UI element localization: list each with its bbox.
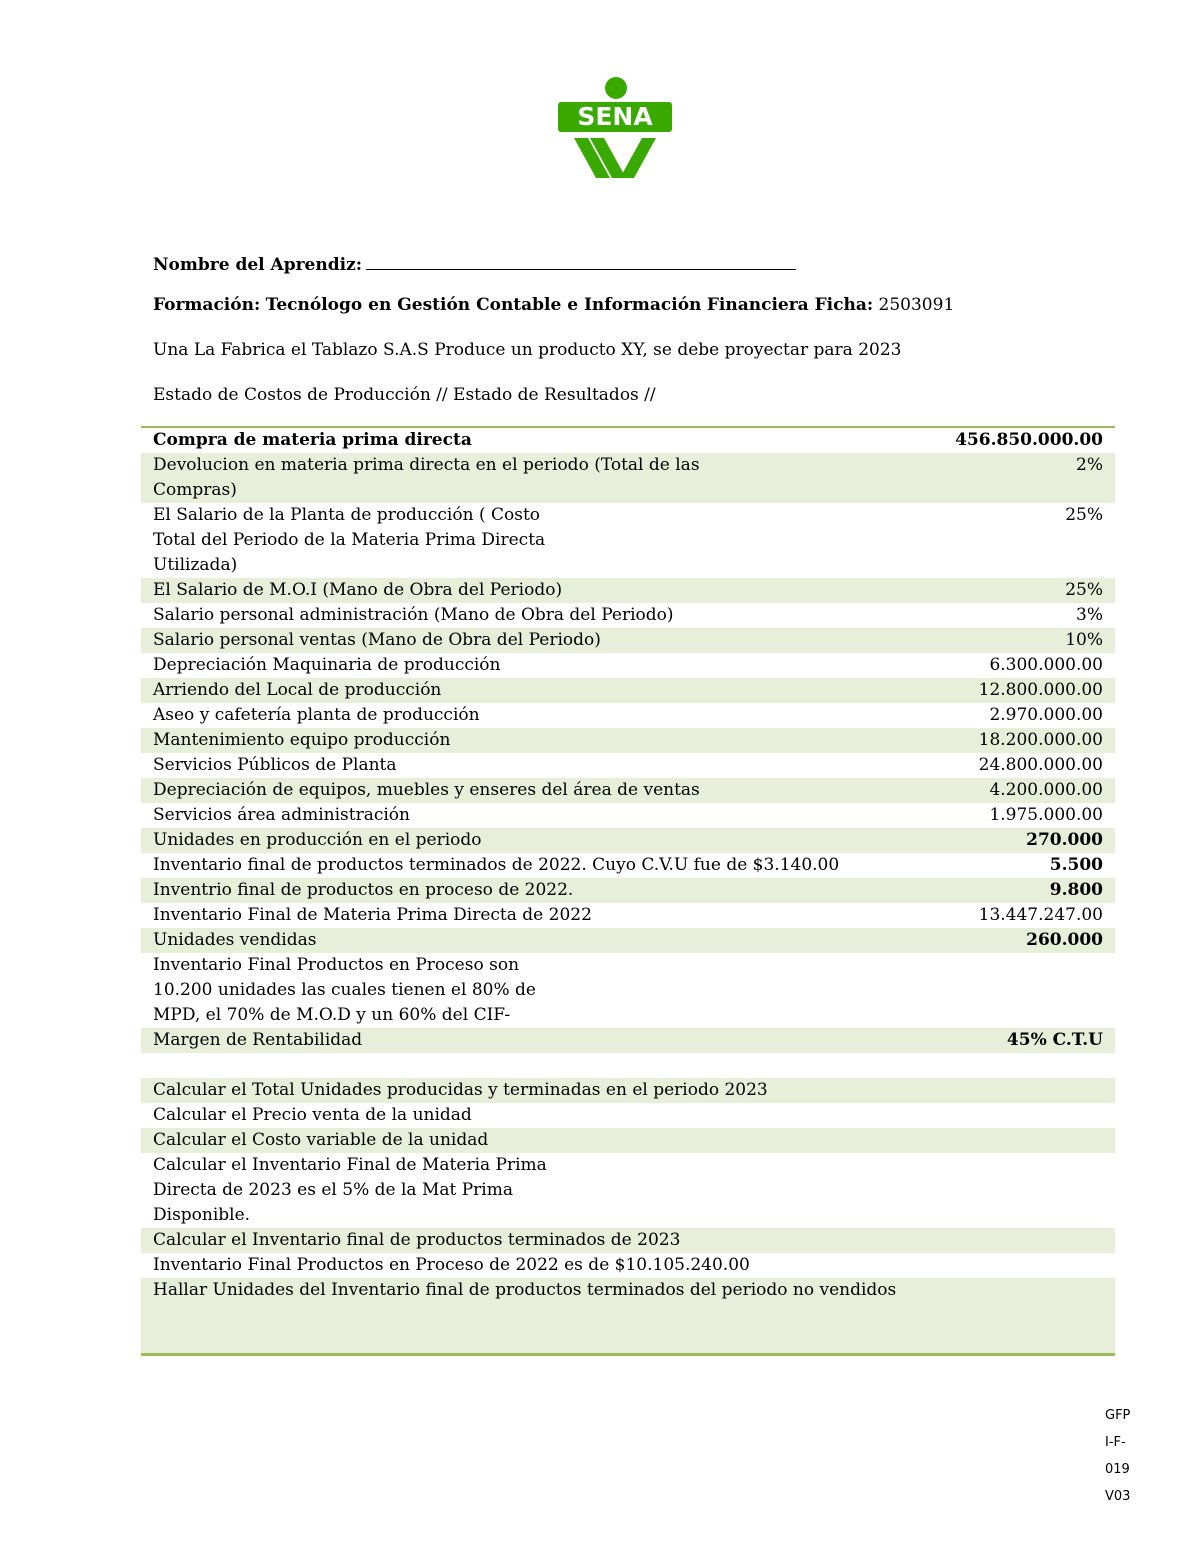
row-label: Calcular el Precio venta de la unidad [153, 1105, 472, 1125]
table-row [141, 1128, 1115, 1153]
row-label: Inventrio final de productos en proceso de 2022. [153, 880, 574, 900]
row-label: Hallar Unidades del Inventario final de productos terminados del periodo no vendidos [153, 1280, 897, 1300]
table-row [141, 1228, 1115, 1253]
row-label: Salario personal administración (Mano de Obra del Periodo) [153, 605, 674, 625]
formation-line [153, 295, 954, 315]
table-row [141, 678, 1115, 703]
row-label [141, 1303, 773, 1353]
row-value: 13.447.247.00 [978, 905, 1103, 925]
table-row [141, 753, 1115, 778]
row-label: Inventario Final Productos en Proceso son 10.200 unidades las cuales tienen el 80% de MPD, el 70% de M.O.D y un 60% del CIF- [153, 955, 536, 1025]
row-value: 260.000 [1026, 930, 1103, 950]
row-value: 6.300.000.00 [989, 655, 1103, 675]
row-label: El Salario de M.O.I (Mano de Obra del Periodo) [153, 580, 563, 600]
formation-value: Tecnólogo en Gestión Contable e Información [265, 295, 702, 315]
row-label: Devolucion en materia prima directa en el periodo (Total de las Compras) [153, 455, 700, 500]
table-row [141, 703, 1115, 728]
name-label: Nombre del Aprendiz: [153, 255, 363, 275]
intro-text: Una La Fabrica el Tablazo S.A.S Produce un producto XY, se debe proyectar para 2023 [153, 340, 902, 360]
row-value: 270.000 [1026, 830, 1103, 850]
footer-line: GFP [1105, 1408, 1131, 1423]
row-label: Inventario Final de Materia Prima Directa de 2022 [153, 905, 592, 925]
row-value: 12.800.000.00 [978, 680, 1103, 700]
logo-text: SENA [577, 102, 653, 131]
row-label: Servicios área administración [153, 805, 410, 825]
row-label: Margen de Rentabilidad [153, 1030, 363, 1050]
table-row [141, 953, 1115, 1028]
row-label: Unidades en producción en el periodo [153, 830, 482, 850]
footer-line: 019 [1105, 1462, 1130, 1477]
table-row [141, 1053, 1115, 1078]
table-row [141, 728, 1115, 753]
row-label: Inventario final de productos terminados de 2022. Cuyo C.V.U fue de $3.140.00 [153, 855, 840, 875]
table-row [141, 1278, 1115, 1303]
row-value: 10% [1065, 630, 1103, 650]
table-row [141, 628, 1115, 653]
row-value: 25% [1065, 505, 1103, 525]
sena-logo [556, 74, 674, 184]
footer-line: I-F- [1105, 1435, 1126, 1450]
row-label: Compra de materia prima directa [153, 430, 472, 450]
row-value: 3% [1076, 605, 1103, 625]
ficha-label: Financiera Ficha: [706, 295, 874, 315]
table-row [141, 1303, 1115, 1353]
row-label: Servicios Públicos de Planta [153, 755, 397, 775]
table-row [141, 828, 1115, 853]
row-label: Mantenimiento equipo producción [153, 730, 451, 750]
table-row [141, 653, 1115, 678]
table-row [141, 878, 1115, 903]
table-row [141, 428, 1115, 453]
data-table [141, 426, 1115, 1356]
table-row [141, 778, 1115, 803]
formation-label: Formación: [153, 295, 261, 315]
table-row [141, 1253, 1115, 1278]
table-row [141, 453, 1115, 503]
table-row [141, 803, 1115, 828]
row-label: Calcular el Inventario final de productos terminados de 2023 [153, 1230, 681, 1250]
row-value [773, 1303, 1115, 1353]
row-value: 2.970.000.00 [989, 705, 1103, 725]
row-label: Inventario Final Productos en Proceso de 2022 es de $10.105.240.00 [153, 1255, 750, 1275]
states-text: Estado de Costos de Producción // Estado de Resultados // [153, 385, 656, 405]
table-row [141, 1103, 1115, 1128]
row-value: 456.850.000.00 [955, 430, 1103, 450]
ficha-value: 2503091 [878, 295, 955, 315]
row-value [773, 1228, 1115, 1253]
row-value [773, 1128, 1115, 1153]
row-label: Calcular el Costo variable de la unidad [153, 1130, 489, 1150]
table-row [141, 1028, 1115, 1053]
row-label: Salario personal ventas (Mano de Obra del Periodo) [153, 630, 601, 650]
row-value [773, 953, 1115, 1028]
row-value [773, 1103, 1115, 1128]
row-value: 25% [1065, 580, 1103, 600]
row-value: 45% C.T.U [1006, 1030, 1103, 1050]
row-label: Calcular el Total Unidades producidas y terminadas en el periodo 2023 [153, 1080, 768, 1100]
footer-line: V03 [1105, 1489, 1131, 1504]
row-value [773, 1253, 1115, 1278]
row-value: 2% [1076, 455, 1103, 475]
row-value: 4.200.000.00 [989, 780, 1103, 800]
row-label [141, 1053, 773, 1078]
row-label: Aseo y cafetería planta de producción [153, 705, 480, 725]
table-row [141, 603, 1115, 628]
row-value: 18.200.000.00 [978, 730, 1103, 750]
document-code [1105, 1402, 1130, 1510]
name-line [153, 253, 796, 275]
row-value: 5.500 [1049, 855, 1103, 875]
row-label: Depreciación Maquinaria de producción [153, 655, 501, 675]
table-row [141, 928, 1115, 953]
row-label: El Salario de la Planta de producción ( Costo Total del Periodo de la Materia Prima Directa Utilizada) [153, 505, 546, 575]
table-row [141, 503, 1115, 578]
row-label: Arriendo del Local de producción [153, 680, 442, 700]
name-blank[interactable] [366, 253, 796, 270]
row-value: 9.800 [1049, 880, 1103, 900]
row-value [773, 1053, 1115, 1078]
table-row [141, 903, 1115, 928]
table-row [141, 853, 1115, 878]
row-value: 1.975.000.00 [989, 805, 1103, 825]
row-value [1063, 1278, 1115, 1303]
table-row [141, 1153, 1115, 1228]
table-row [141, 1078, 1115, 1103]
row-label: Unidades vendidas [153, 930, 317, 950]
row-value: 24.800.000.00 [978, 755, 1103, 775]
row-label: Depreciación de equipos, muebles y enseres del área de ventas [153, 780, 700, 800]
table-row [141, 578, 1115, 603]
row-label: Calcular el Inventario Final de Materia Prima Directa de 2023 es el 5% de la Mat Prima Disponible. [153, 1155, 547, 1225]
row-value [773, 1078, 1115, 1103]
row-value [773, 1153, 1115, 1228]
